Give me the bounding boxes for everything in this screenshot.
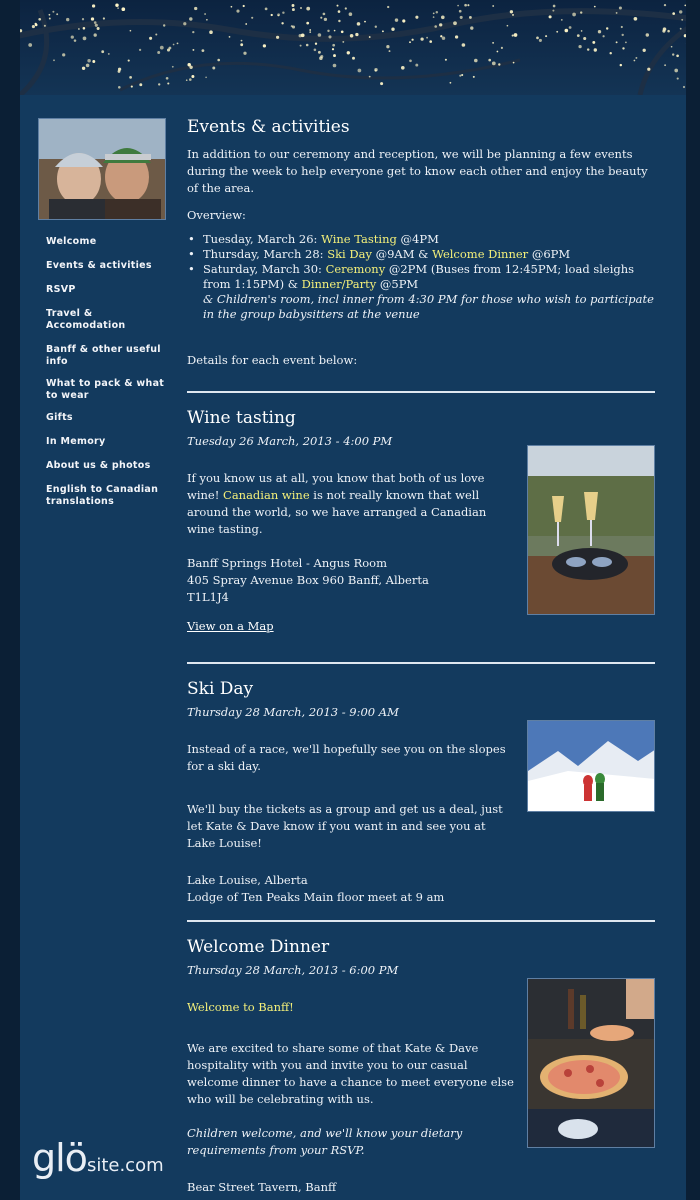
event-ski-day: [187, 664, 657, 906]
nav-about-us[interactable]: About us & photos: [46, 460, 151, 471]
overview-day: Saturday, March 30:: [203, 262, 322, 276]
header-banner: [0, 0, 700, 100]
event-street: Lodge of Ten Peaks Main floor meet at 9 am: [187, 890, 445, 904]
nav-banff-info[interactable]: Banff & other useful info: [46, 344, 161, 367]
link-ceremony[interactable]: Ceremony: [325, 262, 386, 276]
left-border: [0, 0, 20, 1200]
wine-text-2: is not really known that well around the world, so we have arranged a Canadian wine tasting.: [187, 488, 487, 536]
event-description: We'll buy the tickets as a group and get us a deal, just let Kate & Dave know if you want in and see you at Lake Louise!: [187, 802, 503, 850]
overview-list: [187, 232, 657, 322]
overview-item: [187, 262, 657, 322]
event-date: Thursday 28 March, 2013 - 9:00 AM: [187, 705, 399, 719]
event-welcome-dinner: [187, 922, 657, 1196]
event-wine-tasting: [187, 393, 657, 634]
link-ski-day[interactable]: Ski Day: [327, 247, 372, 261]
event-title: Ski Day: [187, 679, 254, 699]
intro-text: In addition to our ceremony and reception, we will be planning a few events during the week to help everyone get to know each other and enjoy the beauty of the area.: [187, 147, 648, 195]
nav-gifts[interactable]: Gifts: [46, 412, 73, 423]
link-welcome-dinner[interactable]: Welcome Dinner: [432, 247, 529, 261]
page-title: Events & activities: [187, 117, 350, 137]
overview-day: Thursday, March 28:: [203, 247, 324, 261]
link-wine-tasting[interactable]: Wine Tasting: [321, 232, 397, 246]
overview-time: @5PM: [379, 277, 419, 291]
link-dinner-party[interactable]: Dinner/Party: [301, 277, 377, 291]
fairy-lights-illustration: [0, 0, 700, 100]
sidebar-nav: [46, 236, 174, 518]
event-date: Tuesday 26 March, 2013 - 4:00 PM: [187, 434, 393, 448]
event-postal: T1L1J4: [187, 590, 229, 604]
nav-travel-accomodation[interactable]: Travel & Accomodation: [46, 308, 126, 331]
overview-day: Tuesday, March 26:: [203, 232, 318, 246]
couple-photo: [38, 118, 166, 220]
event-description: Instead of a race, we'll hopefully see you on the slopes for a ski day.: [187, 742, 506, 773]
logo-site: site.com: [86, 1155, 164, 1176]
ski-photo: [527, 720, 655, 812]
details-label: Details for each event below:: [187, 353, 358, 367]
nav-welcome[interactable]: Welcome: [46, 236, 97, 247]
event-title: Welcome Dinner: [187, 937, 330, 957]
overview-note: & Children's room, incl inner from 4:30 PM for those who wish to participate in the group babysitters at the venue: [203, 292, 654, 321]
overview-time: @6PM: [531, 247, 571, 261]
event-date: Thursday 28 March, 2013 - 6:00 PM: [187, 963, 399, 977]
event-venue: Banff Springs Hotel - Angus Room: [187, 556, 387, 570]
overview-time: @2PM (Buses from 12:45PM; load sleighs from 1:15PM) &: [203, 262, 635, 291]
overview-item: [187, 247, 657, 262]
overview-item: [187, 232, 657, 247]
event-note: Children welcome, and we'll know your dietary requirements from your RSVP.: [187, 1126, 463, 1157]
overview-label: Overview:: [187, 208, 246, 222]
nav-what-to-pack[interactable]: What to pack & what to wear: [46, 378, 165, 401]
nav-translations[interactable]: English to Canadian translations: [46, 484, 159, 507]
logo-glo: glö: [32, 1136, 87, 1180]
event-description: We are excited to share some of that Kate & Dave hospitality with you and invite you to our casual welcome dinner to have a chance to meet everyone else who will be celebrating with us.: [187, 1041, 514, 1106]
event-street: 405 Spray Avenue Box 960 Banff, Alberta: [187, 573, 429, 587]
welcome-link[interactable]: Welcome to Banff!: [187, 1000, 294, 1014]
event-description: [187, 470, 517, 538]
right-border: [686, 0, 700, 1200]
overview-time: @9AM &: [375, 247, 429, 261]
event-title: Wine tasting: [187, 408, 296, 428]
view-map-link[interactable]: View on a Map: [187, 619, 274, 633]
nav-events-activities[interactable]: Events & activities: [46, 260, 152, 271]
event-venue: Lake Louise, Alberta: [187, 873, 308, 887]
wine-photo: [527, 445, 655, 615]
link-canadian-wine[interactable]: Canadian wine: [223, 488, 310, 502]
wine-text-1: If you know us at all, you know that both of us love wine!: [187, 471, 485, 502]
main-content: [187, 116, 657, 1196]
nav-rsvp[interactable]: RSVP: [46, 284, 76, 295]
event-venue: Bear Street Tavern, Banff: [187, 1180, 337, 1194]
overview-time: @4PM: [400, 232, 439, 246]
pizza-photo: [527, 978, 655, 1148]
glosite-logo[interactable]: [32, 1136, 164, 1180]
nav-in-memory[interactable]: In Memory: [46, 436, 106, 447]
